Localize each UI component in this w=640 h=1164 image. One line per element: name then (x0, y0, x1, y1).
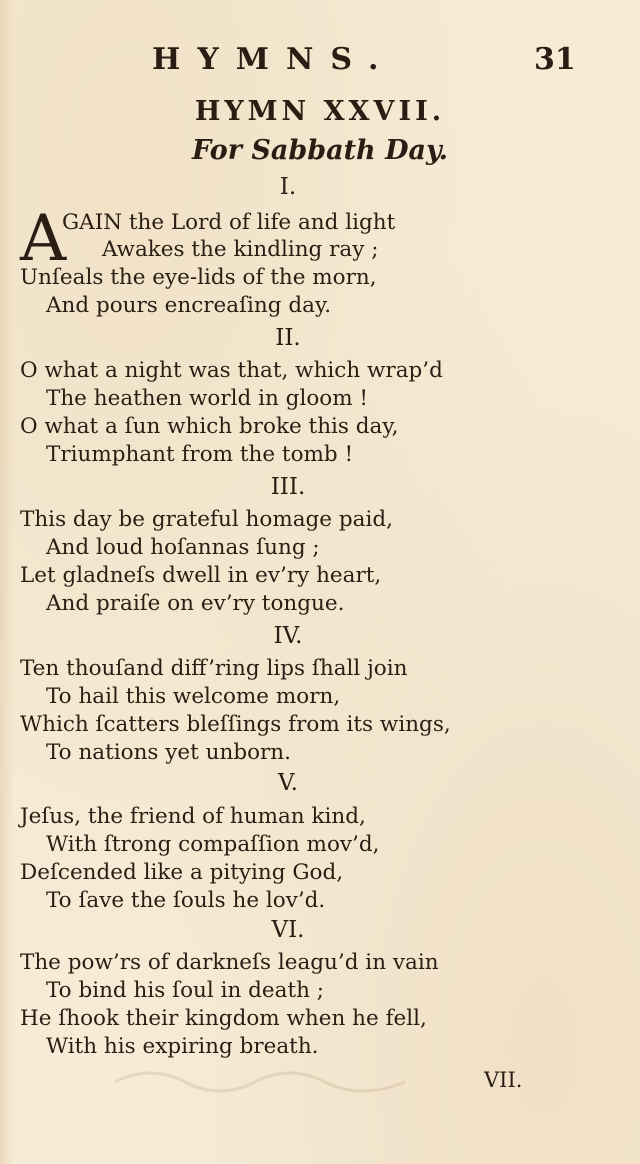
verse-line: And praiſe on ev’ry tongue. (46, 591, 345, 616)
verse-line: To ſave the ſouls he lov’d. (46, 888, 326, 913)
verse-line: Jeſus, the friend of human kind, (20, 804, 366, 829)
verse-line: And pours encreaſing day. (46, 293, 332, 318)
page-number: 31 (534, 42, 576, 77)
verse-line: This day be grateful homage paid, (20, 507, 393, 532)
verse-line: With ſtrong compaſſion mov’d, (46, 832, 380, 857)
verse-line: GAIN the Lord of life and light (62, 210, 396, 235)
hymn-subtitle: For Sabbath Day. (192, 135, 448, 166)
verse-number: I. (279, 174, 297, 200)
drop-cap: A (20, 202, 67, 276)
verse-line: To hail this welcome morn, (46, 684, 341, 709)
verse-line: The heathen world in gloom ! (46, 386, 369, 411)
hymn-title: HYMN XXVII. (194, 96, 446, 127)
verse-number: V. (278, 770, 298, 796)
running-head: HYMNS. (152, 42, 396, 77)
verse-number: IV. (273, 623, 303, 649)
verse-line: Deſcended like a pitying God, (20, 860, 344, 885)
verse-line: To nations yet unborn. (46, 740, 291, 765)
verse-line: With his expiring breath. (46, 1034, 319, 1059)
verse-line: Let gladneſs dwell in ev’ry heart, (20, 563, 382, 588)
show-through-flourish (110, 1062, 410, 1102)
verse-line: O what a night was that, which wrap’d (20, 358, 443, 383)
verse-line: O what a ſun which broke this day, (20, 414, 399, 439)
verse-number: III. (270, 474, 306, 500)
verse-line: Ten thouſand diff’ring lips ſhall join (20, 656, 408, 681)
verse-line: The pow’rs of darkneſs leagu’d in vain (20, 950, 439, 975)
verse-number: VI. (271, 917, 305, 943)
verse-line: Triumphant from the tomb ! (46, 442, 354, 467)
verse-line: He ſhook their kingdom when he fell, (20, 1006, 427, 1031)
verse-line: And loud hoſannas ſung ; (46, 535, 320, 560)
verse-line: Which ſcatters bleſſings from its wings, (20, 712, 451, 737)
verse-number: II. (275, 325, 301, 351)
verse-line: Awakes the kindling ray ; (102, 237, 379, 262)
verse-line: To bind his ſoul in death ; (46, 978, 325, 1003)
verse-line: Unſeals the eye-lids of the morn, (20, 265, 377, 290)
catchword: VII. (484, 1068, 523, 1092)
